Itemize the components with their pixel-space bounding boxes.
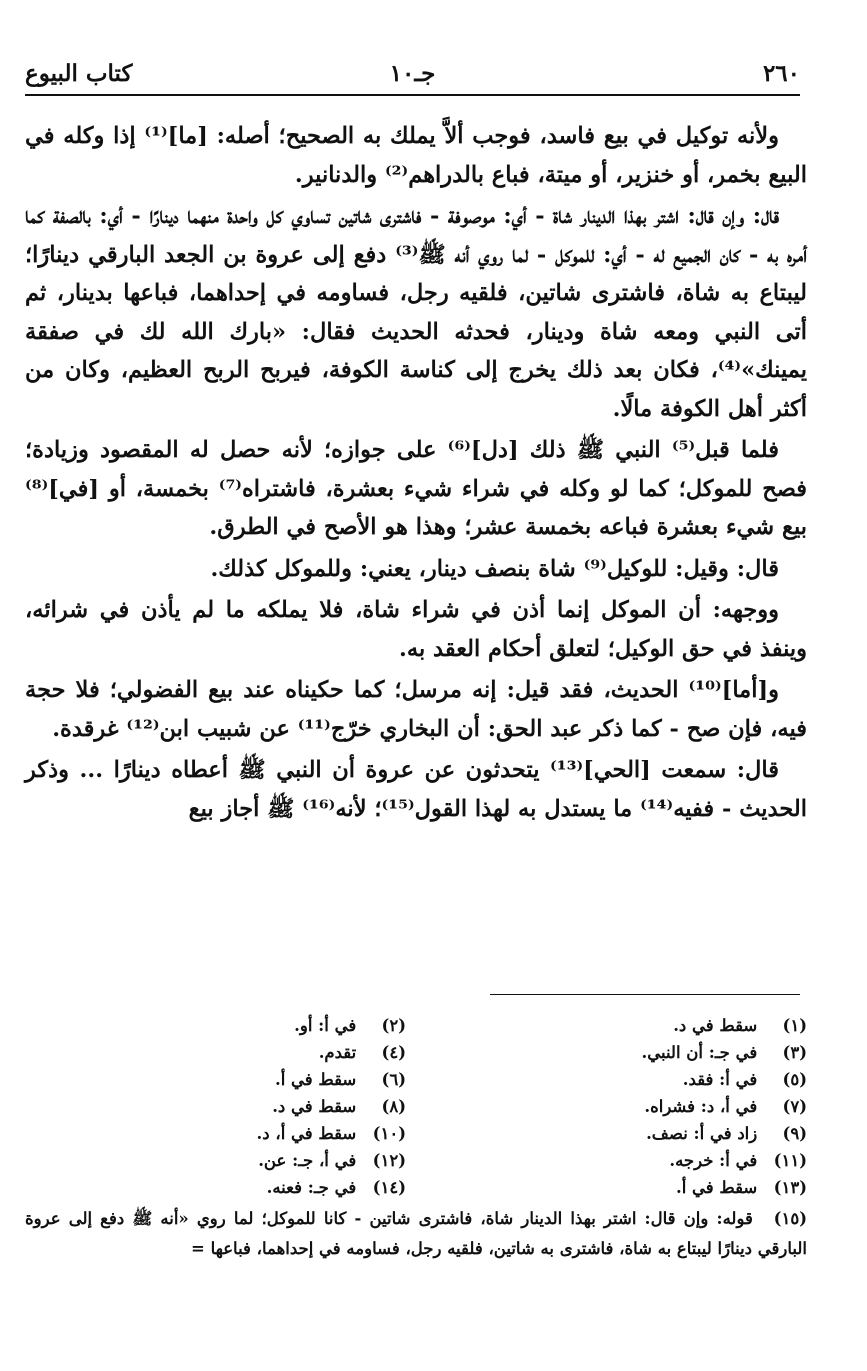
paragraph: ولأنه توكيل في بيع فاسد، فوجب ألاَّ يملك به الصحيح؛ أصله: [ما]⁽¹⁾ إذا وكله في البيع بخمر، أو خنزير، أو ميتة، فباع بالدراهم⁽²⁾ والدنانير. (25, 123, 807, 188)
paragraph: فلما قبل⁽⁵⁾ النبي ﷺ ذلك [دل]⁽⁶⁾ على جوازه؛ لأنه حصل له المقصود وزيادة؛ فصح للموكل؛ كما لو وكله في شراء شيء بعشرة، فاشتراه⁽⁷⁾ بخمسة، أو [في]⁽⁸⁾ بيع شيء بعشرة فباعه بخمسة عشر؛ وهذا هو الأصح في الطرق. (25, 437, 807, 540)
footnotes (25, 1012, 807, 1264)
footnote-number: (١٠) (372, 1124, 406, 1143)
footnote-text: في أ: أو. (294, 1016, 357, 1035)
footnote-item (426, 1039, 807, 1066)
footnote-number: (٨) (381, 1097, 406, 1116)
footnote-item (426, 1120, 807, 1147)
footnote-number: (٢) (381, 1016, 406, 1035)
footnote-text: في أ: فقد. (682, 1070, 758, 1089)
footnote-text: في أ، جـ: عن. (258, 1151, 357, 1170)
footnote-text: تقدم. (318, 1043, 357, 1062)
footnote-text: في أ: خرجه. (669, 1151, 758, 1170)
footnote-text: زاد في أ: نصف. (646, 1124, 758, 1143)
footnote-item (25, 1093, 406, 1120)
footnote-item (426, 1066, 807, 1093)
page-number: ٢٦٠ (762, 60, 800, 87)
footnote-text: سقط في د. (673, 1016, 758, 1035)
book-title: كتاب البيوع (25, 60, 133, 87)
footnote-item (426, 1093, 807, 1120)
footnote-text: في أ، د: فشراه. (644, 1097, 758, 1116)
paragraph: ووجهه: أن الموكل إنما أذن في شراء شاة، فلا يملكه ما لم يأذن في شرائه، وينفذ في حق الوكيل؛ لتعلق أحكام العقد به. (25, 597, 807, 662)
footnote-number: (٣) (782, 1043, 807, 1062)
footnote-text: سقط في أ، د. (256, 1124, 357, 1143)
footnote-text: سقط في أ. (274, 1070, 357, 1089)
footnote-text: في جـ: أن النبي. (641, 1043, 758, 1062)
paragraph: قال: سمعت [الحي]⁽¹³⁾ يتحدثون عن عروة أن النبي ﷺ أعطاه دينارًا ... وذكر الحديث - ففيه⁽¹⁴⁾ ما يستدل به لهذا القول⁽¹⁵⁾؛ لأنه⁽¹⁶⁾ ﷺ أجاز بيع (25, 757, 807, 822)
paragraph: قال: وقيل: للوكيل⁽⁹⁾ شاة بنصف دينار، يعني: وللموكل كذلك. (210, 555, 779, 582)
footnote-number: (٦) (381, 1070, 406, 1089)
footnote-item (25, 1066, 406, 1093)
paragraph: قال: وإن قال: اشتر بهذا الدينار شاة - أي: موصوفة - فاشترى شاتين تساوي كل واحدة منهما دينارًا - أي: بالصفة كما أمره به - كان الجميع له - أي: للموكل - لما روي أنه ﷺ⁽³⁾ دفع إلى عروة بن الجعد البارقي دينارًا؛ ليبتاع به شاة، فاشترى شاتين، فلقيه رجل، فساومه في إحداهما، فباعها بدينار، ثم أتى النبي ومعه شاة ودينار، فحدثه الحديث فقال: «بارك الله لك في صفقة يمينك»⁽⁴⁾، فكان بعد ذلك يخرج إلى كناسة الكوفة، فيربح الربح العظيم، وكان من أكثر أهل الكوفة مالًا. (25, 203, 807, 422)
footnote-number: (٧) (782, 1097, 807, 1116)
footnote-item (25, 1039, 406, 1066)
footnote-number: (١٤) (372, 1178, 406, 1197)
footnote-grid (25, 1012, 807, 1201)
footnote-item (426, 1147, 807, 1174)
page-header (25, 58, 800, 96)
footnote-item (426, 1174, 807, 1201)
footnote-item (25, 1120, 406, 1147)
footnote-text: سقط في أ. (675, 1178, 758, 1197)
volume-label: جـ١٠ (389, 60, 436, 87)
footnote-separator (490, 994, 800, 995)
footnote-number: (٩) (782, 1124, 807, 1143)
footnote-item (25, 1147, 406, 1174)
footnote-text: في جـ: فعنه. (266, 1178, 357, 1197)
footnote-number: (٤) (381, 1043, 406, 1062)
footnote-number: (٥) (782, 1070, 807, 1089)
footnote-number: (١٢) (372, 1151, 406, 1170)
main-text (25, 117, 807, 831)
footnote-item-long (25, 1204, 807, 1264)
footnote-item (25, 1012, 406, 1039)
footnote-text: سقط في د. (272, 1097, 357, 1116)
footnote-number: (١٥) (773, 1209, 807, 1228)
footnote-number: (١١) (773, 1151, 807, 1170)
footnote-item (426, 1012, 807, 1039)
paragraph: و[أما]⁽¹⁰⁾ الحديث، فقد قيل: إنه مرسل؛ كما حكيناه عند بيع الفضولي؛ فلا حجة فيه، فإن صح - كما ذكر عبد الحق: أن البخاري خرّج⁽¹¹⁾ عن شبيب ابن⁽¹²⁾ غرقدة. (25, 677, 807, 742)
footnote-number: (١٣) (773, 1178, 807, 1197)
footnote-number: (١) (782, 1016, 807, 1035)
footnote-text: قوله: وإن قال: اشتر بهذا الدينار شاة، فاشترى شاتين - كانا للموكل؛ لما روي «أنه ﷺ دفع إلى عروة البارقي دينارًا ليبتاع به شاة، فاشترى به شاتين، فلقيه رجل، فساومه في إحداهما، فباعها = (25, 1209, 807, 1258)
footnote-item (25, 1174, 406, 1201)
